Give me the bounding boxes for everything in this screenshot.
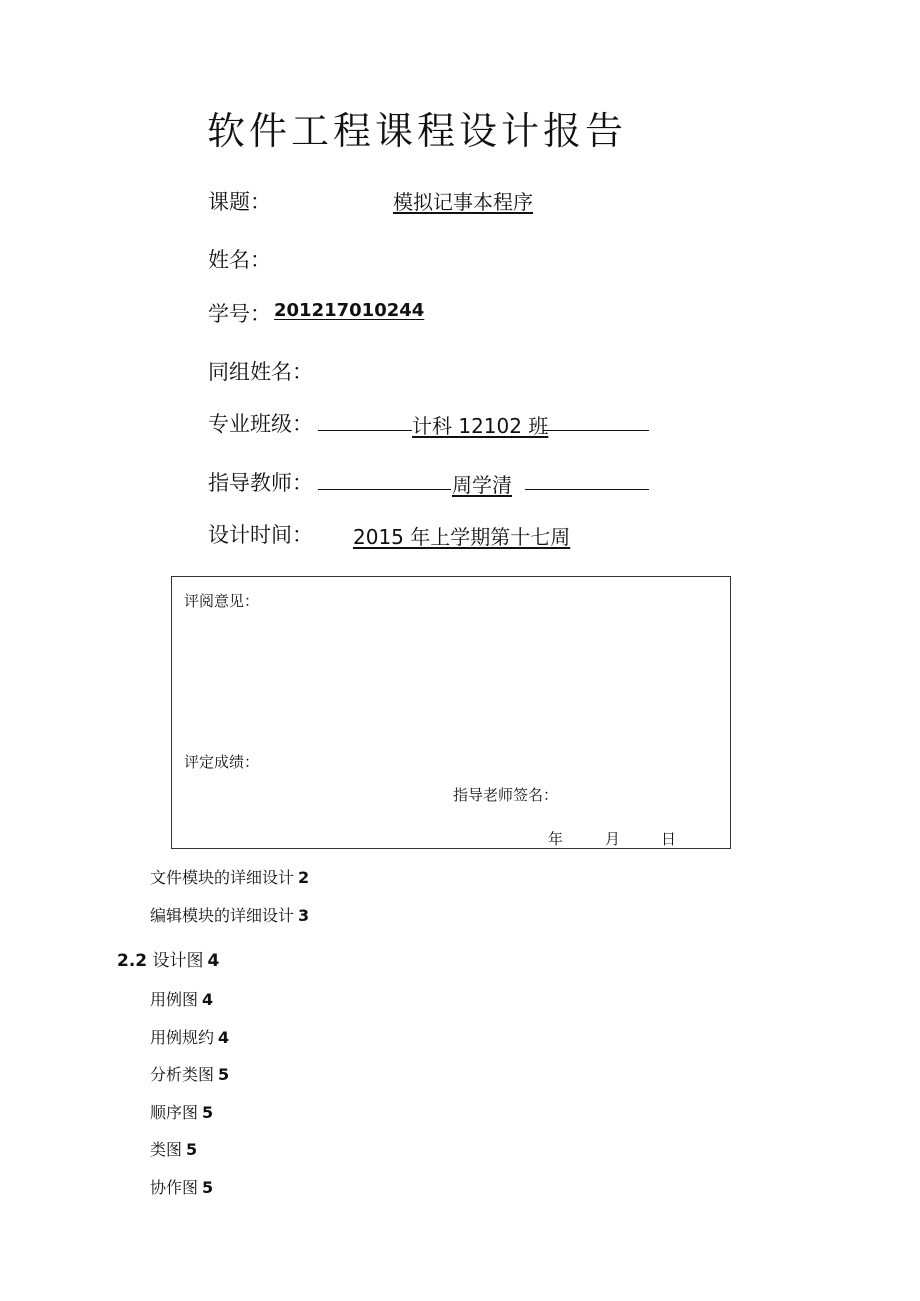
toc-item[interactable] xyxy=(150,1100,213,1123)
student-id-label: 学号： xyxy=(208,302,271,326)
toc-item[interactable] xyxy=(150,1175,213,1198)
design-time-label: 设计时间： xyxy=(208,523,313,547)
report-title: 软件工程课程设计报告 xyxy=(207,109,628,153)
toc-item-page: 5 xyxy=(202,1178,214,1197)
toc-item-text: 用例图 xyxy=(150,990,199,1009)
topic-value: 模拟记事本程序 xyxy=(393,190,533,214)
toc-item-page: 4 xyxy=(202,990,214,1009)
major-blank-left xyxy=(318,430,412,431)
toc-item-text: 分析类图 xyxy=(150,1065,215,1084)
toc-item-page: 5 xyxy=(218,1065,230,1084)
toc-item[interactable] xyxy=(150,1062,229,1085)
toc-item-page: 4 xyxy=(218,1028,230,1047)
student-id-value: 201217010244 xyxy=(274,300,425,321)
advisor-value: 周学清 xyxy=(452,473,512,497)
toc-item-page: 2 xyxy=(298,868,310,887)
toc-item-text: 用例规约 xyxy=(150,1028,215,1047)
advisor-blank-right xyxy=(525,489,649,490)
toc-item-text: 顺序图 xyxy=(150,1103,199,1122)
major-class-value: 计科 12102 班 xyxy=(412,414,549,438)
toc-item[interactable] xyxy=(150,1025,229,1048)
toc-item[interactable] xyxy=(150,903,309,926)
date-year-label: 年 xyxy=(548,830,564,848)
toc-item-text: 类图 xyxy=(150,1140,183,1159)
design-time-value: 2015 年上学期第十七周 xyxy=(353,525,571,549)
toc-item-text: 编辑模块的详细设计 xyxy=(150,906,295,925)
toc-item-page: 3 xyxy=(298,906,310,925)
signature-label: 指导老师签名： xyxy=(453,786,559,804)
toc-item-page: 5 xyxy=(186,1140,198,1159)
toc-item[interactable] xyxy=(150,987,213,1010)
toc-item-text: 文件模块的详细设计 xyxy=(150,868,295,887)
grade-label: 评定成绩： xyxy=(184,753,260,771)
group-members-label: 同组姓名： xyxy=(208,360,313,384)
toc-section-heading[interactable] xyxy=(117,946,219,971)
review-comments-label: 评阅意见： xyxy=(184,592,260,610)
major-class-label: 专业班级： xyxy=(208,412,313,436)
review-box xyxy=(171,576,731,849)
major-blank-right xyxy=(543,430,649,431)
toc-section-number: 2.2 xyxy=(117,951,148,971)
toc-item-text: 协作图 xyxy=(150,1178,199,1197)
date-month-label: 月 xyxy=(605,830,621,848)
toc-item-page: 5 xyxy=(202,1103,214,1122)
toc-section-page: 4 xyxy=(207,951,220,971)
topic-label: 课题： xyxy=(208,190,271,214)
advisor-label: 指导教师： xyxy=(208,471,313,495)
toc-item[interactable] xyxy=(150,865,309,888)
toc-item[interactable] xyxy=(150,1137,197,1160)
date-day-label: 日 xyxy=(661,830,677,848)
toc-section-text: 设计图 xyxy=(152,951,204,971)
advisor-blank-left xyxy=(318,489,451,490)
name-label: 姓名： xyxy=(208,248,271,272)
